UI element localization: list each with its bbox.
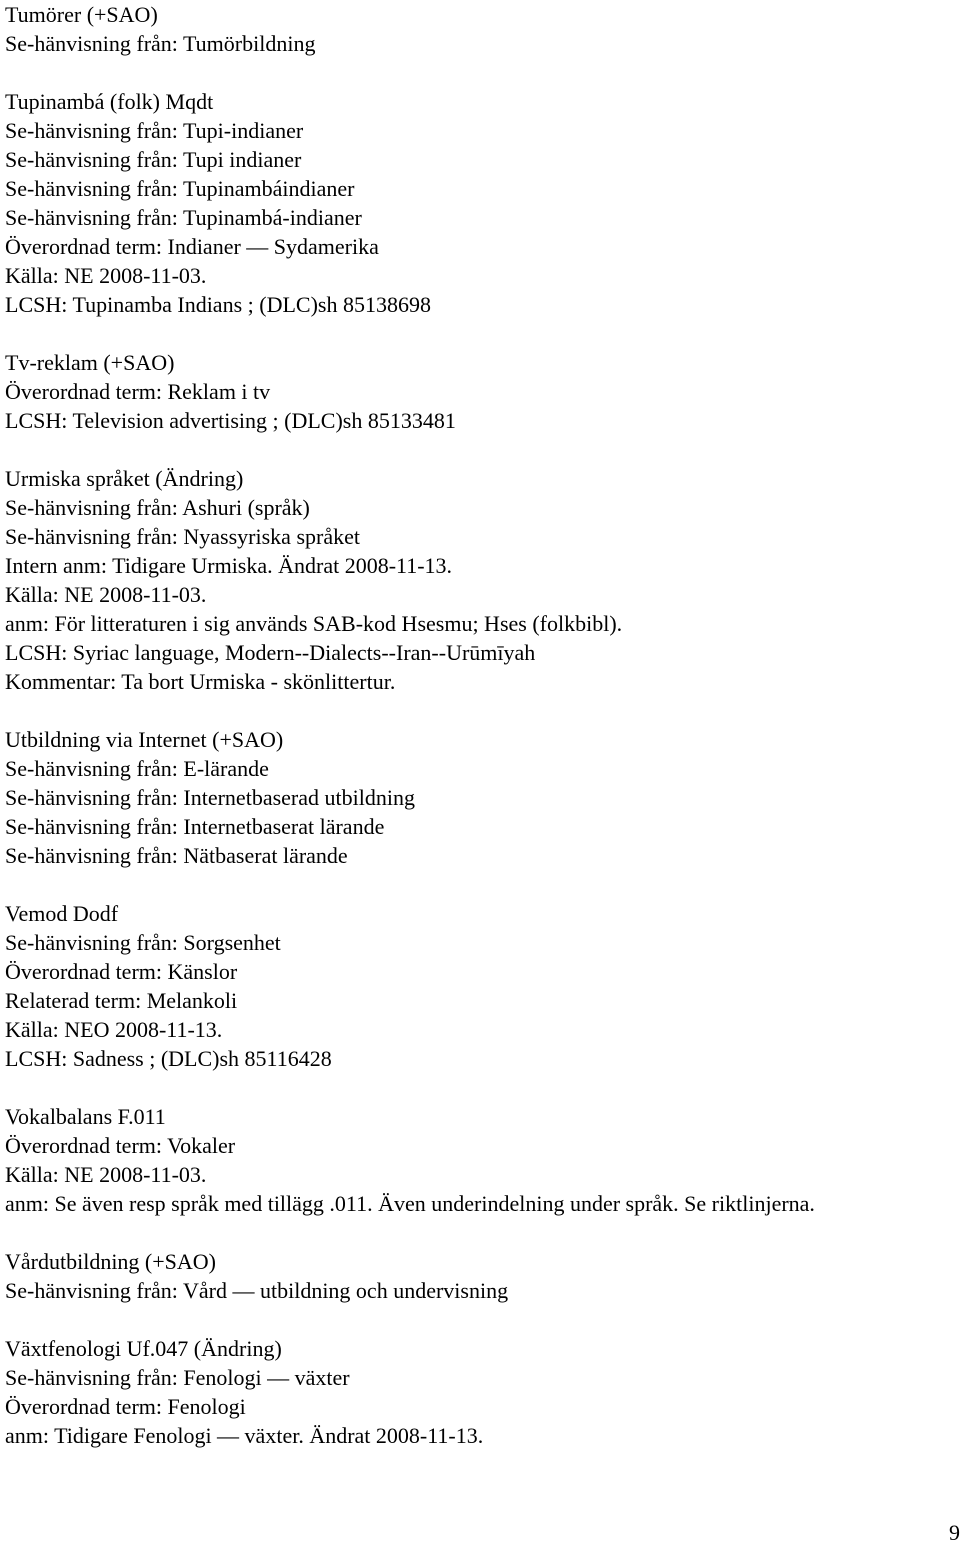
entry-line: Se-hänvisning från: Tumörbildning [5, 31, 316, 56]
entry-line: Se-hänvisning från: Tupinambáindianer [5, 176, 355, 201]
entry-line: Kommentar: Ta bort Urmiska - skönlittertur. [5, 669, 396, 694]
entry-line: Se-hänvisning från: Nätbaserat lärande [5, 843, 348, 868]
entry-heading: Vokalbalans F.011 [5, 1104, 166, 1129]
entry-line: Se-hänvisning från: Tupi-indianer [5, 118, 304, 143]
entry-line: Källa: NE 2008-11-03. [5, 1162, 207, 1187]
entry-tv-reklam [5, 348, 955, 435]
entry-line: Överordnad term: Fenologi [5, 1394, 246, 1419]
entry-line: Se-hänvisning från: Tupi indianer [5, 147, 302, 172]
entry-heading: Tupinambá (folk) Mqdt [5, 89, 214, 114]
entry-heading: Tumörer (+SAO) [5, 2, 158, 27]
page-number: 9 [949, 1520, 960, 1545]
entry-line: Relaterad term: Melankoli [5, 988, 238, 1013]
entry-urmiska-spraket [5, 464, 955, 696]
entry-line: Se-hänvisning från: Vård — utbildning och undervisning [5, 1278, 509, 1303]
entry-line: Se-hänvisning från: Nyassyriska språket [5, 524, 360, 549]
entry-line: anm: Se även resp språk med tillägg .011. Även underindelning under språk. Se riktlinjerna. [5, 1191, 815, 1216]
entry-line: Se-hänvisning från: E-lärande [5, 756, 269, 781]
entry-line: anm: För litteraturen i sig används SAB-kod Hsesmu; Hses (folkbibl). [5, 611, 623, 636]
entry-line: Intern anm: Tidigare Urmiska. Ändrat 2008-11-13. [5, 553, 453, 578]
entry-heading: Tv-reklam (+SAO) [5, 350, 175, 375]
entry-line: Överordnad term: Vokaler [5, 1133, 236, 1158]
entry-line: Överordnad term: Känslor [5, 959, 238, 984]
entry-line: Källa: NE 2008-11-03. [5, 582, 207, 607]
entry-line: Se-hänvisning från: Fenologi — växter [5, 1365, 350, 1390]
entry-vokalbalans [5, 1102, 955, 1218]
entry-line: Se-hänvisning från: Sorgsenhet [5, 930, 281, 955]
entry-line: LCSH: Television advertising ; (DLC)sh 85133481 [5, 408, 456, 433]
entry-vemod [5, 899, 955, 1073]
entry-tumorer [5, 0, 955, 58]
entry-line: Källa: NEO 2008-11-13. [5, 1017, 223, 1042]
entry-line: Överordnad term: Reklam i tv [5, 379, 271, 404]
entry-line: anm: Tidigare Fenologi — växter. Ändrat 2008-11-13. [5, 1423, 484, 1448]
entry-vaxtfenologi [5, 1334, 955, 1450]
entry-line: LCSH: Sadness ; (DLC)sh 85116428 [5, 1046, 332, 1071]
entry-line: LCSH: Tupinamba Indians ; (DLC)sh 85138698 [5, 292, 431, 317]
entry-tupinamba [5, 87, 955, 319]
entry-heading: Vårdutbildning (+SAO) [5, 1249, 216, 1274]
entry-heading: Växtfenologi Uf.047 (Ändring) [5, 1336, 282, 1361]
entry-utbildning-via-internet [5, 725, 955, 870]
entry-heading: Urmiska språket (Ändring) [5, 466, 244, 491]
entry-line: LCSH: Syriac language, Modern--Dialects--Iran--Urūmīyah [5, 640, 536, 665]
entry-line: Se-hänvisning från: Ashuri (språk) [5, 495, 310, 520]
entry-heading: Utbildning via Internet (+SAO) [5, 727, 284, 752]
entry-line: Källa: NE 2008-11-03. [5, 263, 207, 288]
entry-line: Se-hänvisning från: Tupinambá-indianer [5, 205, 362, 230]
entry-heading: Vemod Dodf [5, 901, 119, 926]
entry-line: Överordnad term: Indianer — Sydamerika [5, 234, 379, 259]
entry-line: Se-hänvisning från: Internetbaserat lärande [5, 814, 385, 839]
entry-line: Se-hänvisning från: Internetbaserad utbildning [5, 785, 415, 810]
entry-vardutbildning [5, 1247, 955, 1305]
document-page [5, 0, 955, 1479]
